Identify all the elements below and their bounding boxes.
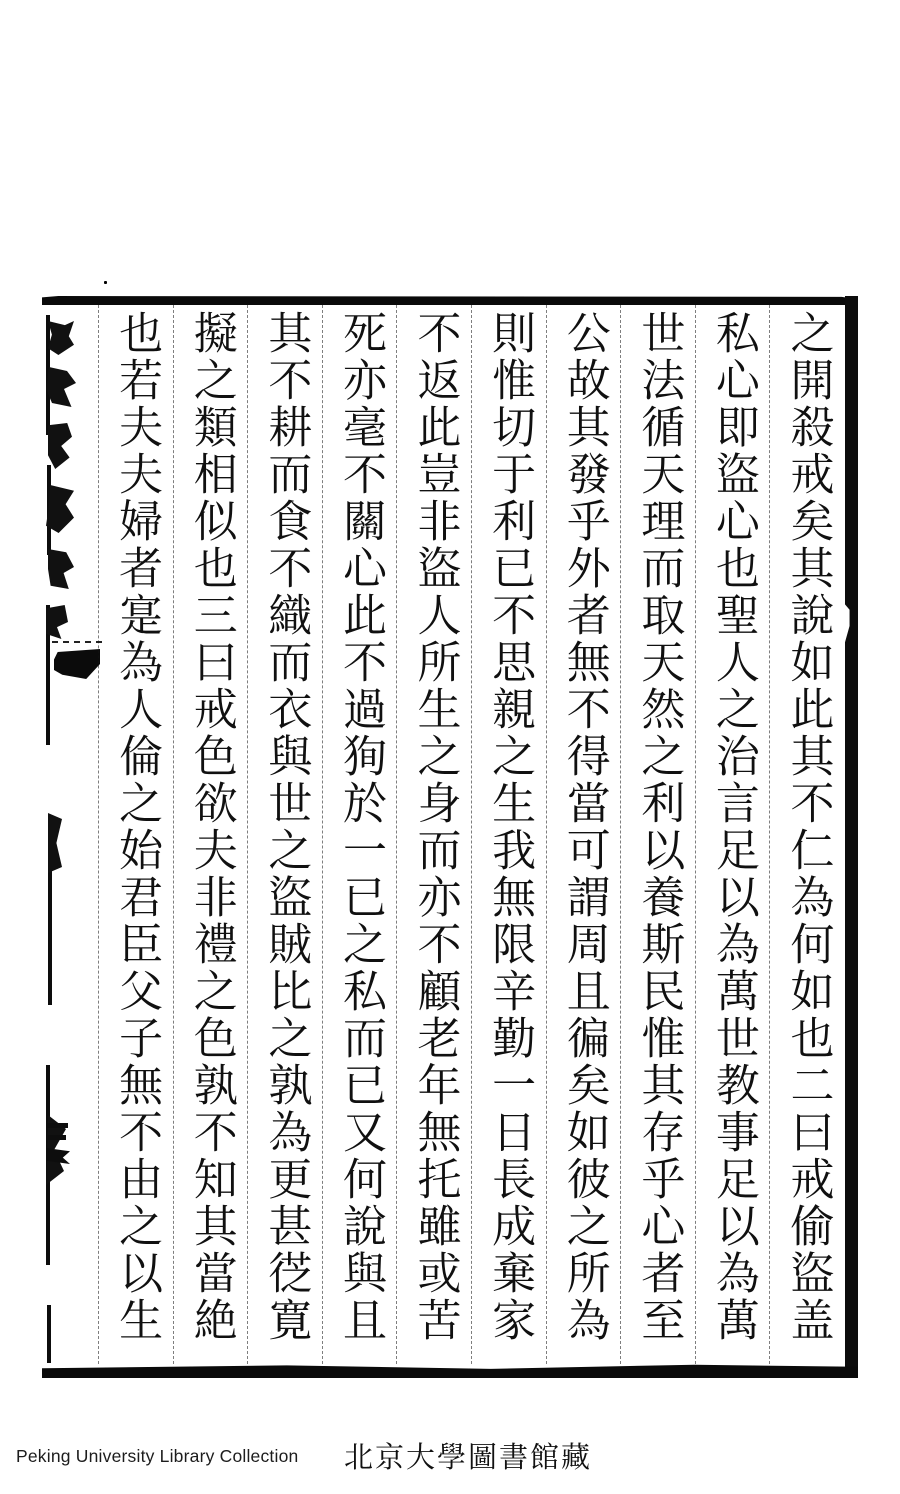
- text-block: [98, 305, 844, 1364]
- text-column-6: [396, 305, 471, 1364]
- column-text: 公故其發乎外者無不得當可謂周且徧矣如彼之所為: [559, 310, 609, 1344]
- ink-blot: [54, 649, 100, 679]
- cutoff-spine-character: [48, 549, 74, 589]
- cutoff-spine-character: [46, 605, 68, 639]
- library-collection-label-en: Peking University Library Collection: [16, 1446, 299, 1466]
- cutoff-spine-character: [48, 813, 62, 873]
- cutoff-page-number-fragment: [48, 1135, 66, 1140]
- cutoff-spine-character: [48, 321, 74, 355]
- text-column-10: [98, 305, 173, 1364]
- cutoff-page-number-fragment: [46, 1123, 68, 1128]
- cutoff-spine-character: [48, 423, 72, 469]
- cutoff-spine-character: [46, 367, 76, 407]
- text-column-8: [247, 305, 322, 1364]
- scan-noise-dot: [104, 281, 107, 284]
- column-text: 之開殺戒矣其說如此其不仁為何如也二曰戒偷盜盖: [783, 310, 833, 1344]
- column-text: 世法循天理而取天然之利以養斯民惟其存乎心者至: [634, 310, 684, 1344]
- text-column-5: [471, 305, 546, 1364]
- text-column-7: [322, 305, 397, 1364]
- page-frame: [42, 296, 858, 1378]
- text-column-9: [173, 305, 248, 1364]
- column-text: 也若夫夫婦者寔為人倫之始君臣父子無不由之以生: [112, 310, 162, 1344]
- frame-border-top: [42, 296, 858, 305]
- column-text: 則惟切于利已不思親之生我無限辛勤一日長成棄家: [485, 310, 535, 1344]
- spine-edge: [46, 305, 98, 1364]
- frame-border-right: [845, 296, 858, 1378]
- text-column-2: [695, 305, 770, 1364]
- column-text: 不返此豈非盜人所生之身而亦不顧老年無托雖或苦: [410, 310, 460, 1344]
- text-column-1: [769, 305, 844, 1364]
- library-collection-label-zh: 北京大學圖書館藏: [344, 1442, 593, 1474]
- column-text: 其不耕而食不織而衣與世之盜賊比之孰為更甚徔寛: [261, 310, 311, 1344]
- scan-edge-ink-fragment: [47, 1305, 51, 1363]
- text-column-4: [546, 305, 621, 1364]
- cutoff-spine-character: [46, 485, 74, 533]
- column-text: 擬之類相似也三曰戒色欲夫非禮之色孰不知其當絶: [186, 310, 236, 1344]
- text-column-3: [620, 305, 695, 1364]
- frame-border-bottom: [42, 1364, 858, 1378]
- column-text: 私心即盜心也聖人之治言足以為萬世教事足以為萬: [708, 310, 758, 1344]
- column-text: 死亦毫不關心此不過狥於一已之私而已又何說與且: [335, 310, 385, 1344]
